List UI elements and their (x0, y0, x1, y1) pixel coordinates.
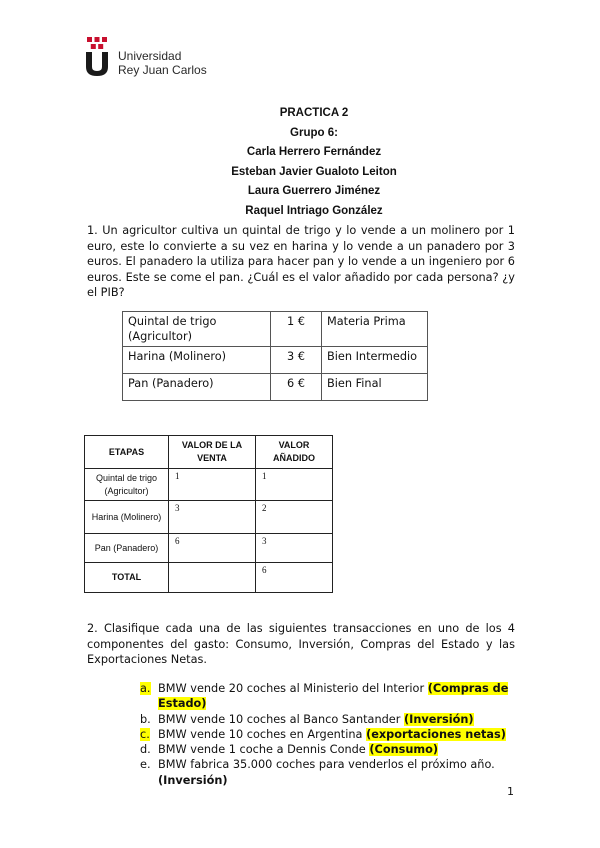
column-header: VALOR AÑADIDO (256, 436, 333, 469)
question-2-text: 2. Clasifique cada una de las siguientes transacciones en uno de los 4 componentes del gasto: Consumo, Inversión, Compras del Estado y las Exportaciones Netas. (87, 622, 515, 667)
page-number: 1 (507, 785, 514, 798)
table-cell: Harina (Molinero) (123, 347, 271, 374)
author-name: Carla Herrero Fernández (246, 146, 382, 158)
item-text: BMW fabrica 35.000 coches para venderlos el próximo año. (158, 758, 495, 772)
table-row (123, 312, 428, 347)
item-text: BMW vende 10 coches al Banco Santander (158, 712, 404, 726)
list-item (140, 681, 518, 712)
list-marker: a. (140, 682, 151, 695)
table-cell: Bien Final (322, 374, 428, 401)
value-added-table (84, 435, 333, 593)
transactions-list (140, 681, 518, 788)
author-name: Laura Guerrero Jiménez (247, 185, 381, 197)
item-answer: (exportaciones netas) (366, 727, 506, 741)
practice-title: PRACTICA 2 (279, 107, 349, 119)
table-cell: 6 € (271, 374, 322, 401)
table-cell: Pan (Panadero) (123, 374, 271, 401)
author-name: Raquel Intriago González (245, 204, 383, 217)
column-header: ETAPAS (85, 436, 169, 469)
list-item (140, 727, 518, 742)
list-marker: e. (140, 758, 151, 772)
question-1-text: 1. Un agricultor cultiva un quintal de trigo y lo vende a un molinero por 1 euro, este lo convierte a su vez en harina y lo vende a un panadero por 3 euros. El panadero la utiliza para hacer pan y lo vende a un ingeniero por 6 euros. Este se come el pan. ¿Cuál es el valor añadido por cada persona? ¿y el PIB? (87, 224, 515, 300)
item-answer: (Inversión) (403, 712, 474, 726)
table-cell: 3 € (271, 347, 322, 374)
table-cell: Quintal de trigo (Agricultor) (85, 469, 169, 501)
item-answer: (Consumo) (369, 743, 439, 757)
table-row (85, 534, 333, 563)
item-text: BMW vende 1 coche a Dennis Conde (158, 743, 370, 757)
list-marker: c. (140, 727, 150, 741)
table-cell: 6 (256, 563, 333, 593)
urjc-emblem-icon (84, 36, 110, 76)
logo-line-1: Universidad (118, 49, 182, 63)
column-header: VALOR DE LA VENTA (169, 436, 256, 469)
table-header-row (85, 436, 333, 469)
author-name: Esteban Javier Gualoto Leiton (231, 165, 397, 178)
table-cell (169, 563, 256, 593)
table-cell: Harina (Molinero) (85, 501, 169, 534)
table-cell: 2 (256, 501, 333, 534)
table-cell: TOTAL (85, 563, 169, 593)
table-cell: 1 (169, 469, 256, 501)
list-item (140, 712, 518, 727)
table-cell: 3 (169, 501, 256, 534)
table-cell: Pan (Panadero) (85, 534, 169, 563)
table-cell: Quintal de trigo (Agricultor) (123, 312, 271, 347)
table-row (123, 347, 428, 374)
group-label: Grupo 6: (290, 126, 338, 139)
list-marker: b. (140, 712, 151, 726)
goods-table (122, 311, 428, 401)
list-item (140, 742, 518, 757)
table-cell: 3 (256, 534, 333, 563)
logo-line-2: Rey Juan Carlos (118, 63, 207, 77)
table-row (85, 563, 333, 593)
item-text: BMW vende 10 coches en Argentina (158, 727, 367, 741)
item-answer: (Inversión) (158, 773, 228, 787)
table-cell: 6 (169, 534, 256, 563)
table-cell: 1 (256, 469, 333, 501)
table-cell: 1 € (271, 312, 322, 347)
list-item (140, 757, 518, 788)
table-row (85, 469, 333, 501)
table-row (85, 501, 333, 534)
table-cell: Materia Prima (322, 312, 428, 347)
university-logo (84, 36, 214, 82)
table-cell: Bien Intermedio (322, 347, 428, 374)
title-block (0, 104, 600, 221)
table-row (123, 374, 428, 401)
list-marker: d. (140, 743, 151, 757)
item-text: BMW vende 20 coches al Ministerio del Interior (158, 682, 428, 695)
item-answer: (Compras de Estado) (158, 682, 509, 711)
